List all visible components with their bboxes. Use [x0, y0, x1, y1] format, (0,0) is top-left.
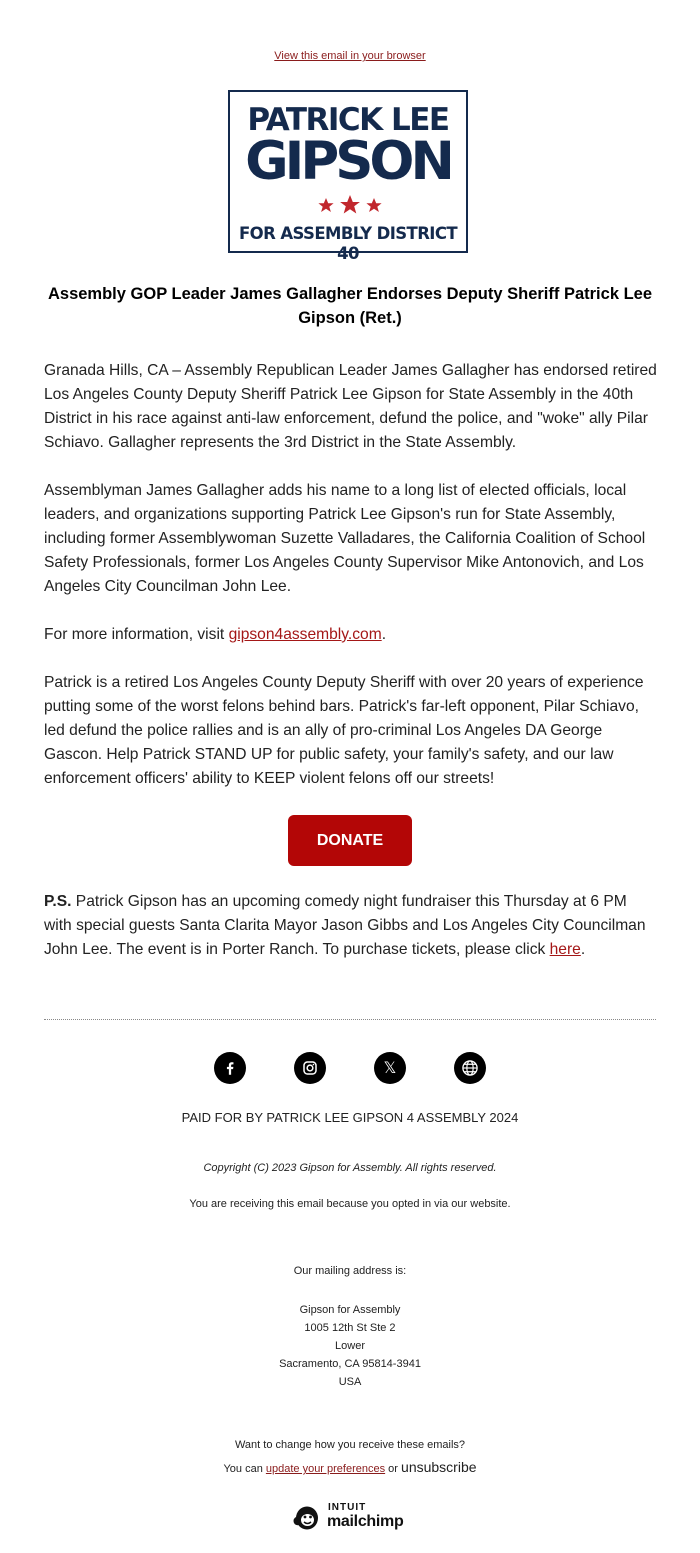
divider — [44, 1019, 656, 1020]
paragraph-ps — [44, 890, 658, 962]
preferences-line — [0, 1459, 700, 1475]
tickets-link[interactable]: here — [549, 941, 581, 958]
prefs-or: or — [385, 1463, 402, 1475]
prefs-prefix: You can — [223, 1463, 266, 1475]
address-line: Gipson for Assembly — [299, 1304, 401, 1316]
mailing-address-label: Our mailing address is: — [293, 1265, 407, 1277]
address-line: 1005 12th St Ste 2 — [304, 1322, 396, 1334]
facebook-link[interactable] — [214, 1052, 246, 1084]
unsubscribe-link[interactable]: unsubscribe — [401, 1459, 477, 1475]
update-preferences-link[interactable]: update your preferences — [265, 1463, 386, 1475]
subscription-reason: You are receiving this email because you opted in via our website. — [189, 1198, 511, 1210]
headline: Assembly GOP Leader James Gallagher Endorses Deputy Sheriff Patrick Lee Gipson (Ret.) — [47, 285, 653, 327]
copyright: Copyright (C) 2023 Gipson for Assembly. All rights reserved. — [203, 1162, 497, 1174]
more-info-suffix: . — [381, 626, 387, 643]
mailchimp-logo[interactable] — [292, 1500, 410, 1534]
paragraph-more-info — [44, 623, 658, 647]
mailchimp-wordmark: mailchimp — [327, 1513, 404, 1530]
change-emails-text: Want to change how you receive these emails? — [234, 1439, 466, 1451]
ps-text: Patrick Gipson has an upcoming comedy night fundraiser this Thursday at 6 PM with special guests Santa Clarita Mayor Jason Gibbs and Los Angeles City Councilman John Lee. The event is in Porter Ranch. To purchase tickets, please click — [44, 893, 646, 958]
address-line: USA — [338, 1376, 362, 1388]
paragraph-endorsement: Granada Hills, CA – Assembly Republican Leader James Gallagher has endorsed retired Los Angeles County Deputy Sheriff Patrick Lee Gipson for State Assembly in the 40th District in his race against anti-law enforcement, defund the police, and "woke" ally Pilar Schiavo. Gallagher represents the 3rd District in the State Assembly. — [44, 362, 657, 451]
more-info-prefix: For more information, visit — [44, 626, 229, 643]
instagram-icon — [301, 1059, 319, 1077]
campaign-logo — [228, 90, 468, 263]
mailing-address — [0, 1301, 700, 1391]
intuit-wordmark: INTUIT — [328, 1502, 367, 1513]
campaign-website-link[interactable]: gipson4assembly.com — [228, 626, 382, 643]
logo-name-line: PATRICK LEE — [247, 102, 449, 138]
ps-label: P.S. — [44, 893, 72, 910]
mailchimp-freddie-icon — [292, 1502, 324, 1532]
paragraph-bio: Patrick is a retired Los Angeles County Deputy Sheriff with over 20 years of experience putting some of the worst felons behind bars. Patrick's far-left opponent, Pilar Schiavo, led defund the police rallies and is an ally of pro-criminal Los Angeles DA George Gascon. Help Patrick STAND UP for public safety, your family's safety, and our law enforcement officers' ability to KEEP violent felons off our streets! — [44, 674, 644, 787]
x-link[interactable] — [374, 1052, 406, 1084]
address-line: Lower — [335, 1340, 365, 1352]
instagram-link[interactable] — [294, 1052, 326, 1084]
ps-suffix: . — [580, 941, 586, 958]
logo-district-line: FOR ASSEMBLY DISTRICT 40 — [238, 224, 458, 263]
view-in-browser-link[interactable]: View this email in your browser — [274, 50, 426, 62]
logo-stars-icon — [316, 194, 384, 218]
facebook-icon — [221, 1059, 239, 1077]
paid-for-disclaimer: PAID FOR BY PATRICK LEE GIPSON 4 ASSEMBLY 2024 — [181, 1110, 519, 1125]
logo-surname-line: GIPSON — [245, 131, 451, 192]
globe-icon — [460, 1058, 480, 1078]
website-link[interactable] — [454, 1052, 486, 1084]
donate-button[interactable]: DONATE — [288, 815, 412, 866]
address-line: Sacramento, CA 95814-3941 — [279, 1358, 421, 1370]
x-icon: 𝕏 — [383, 1058, 397, 1077]
paragraph-supporters: Assemblyman James Gallagher adds his name to a long list of elected officials, local leaders, and organizations supporting Patrick Lee Gipson's run for State Assembly, including former Assemblywoman Suzette Valladares, the California Coalition of School Safety Professionals, former Los Angeles County Supervisor Mike Antonovich, and Los Angeles City Councilman John Lee. — [44, 482, 646, 595]
